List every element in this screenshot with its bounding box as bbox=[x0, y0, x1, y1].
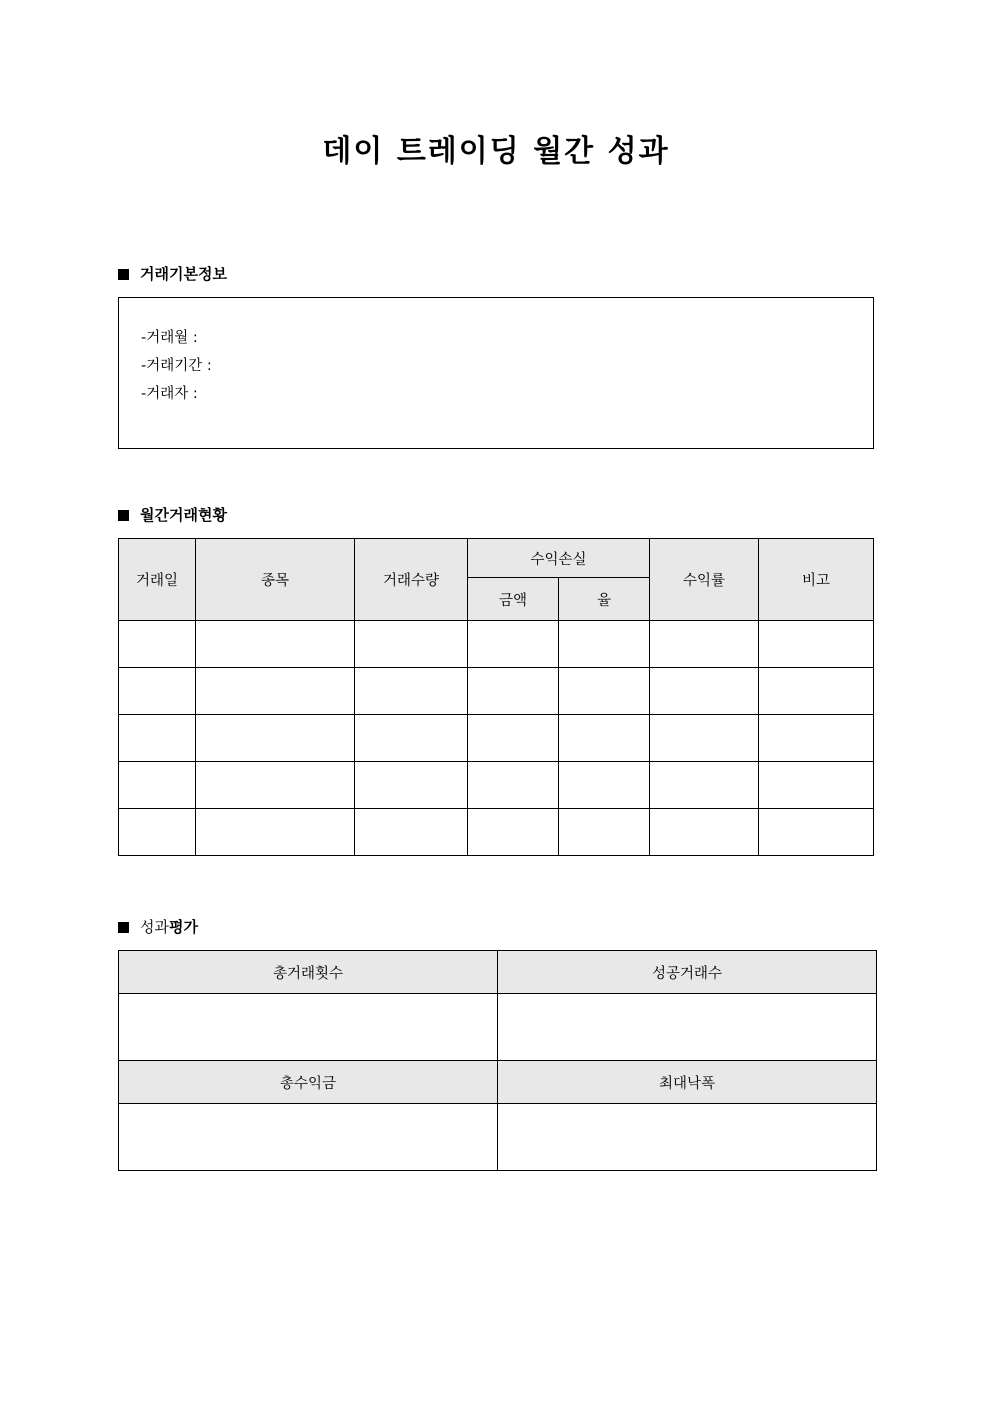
cell-date[interactable] bbox=[119, 621, 196, 668]
cell-note[interactable] bbox=[759, 809, 874, 856]
cell-rate[interactable] bbox=[559, 762, 650, 809]
cell-amount[interactable] bbox=[468, 809, 559, 856]
cell-note[interactable] bbox=[759, 668, 874, 715]
column-header-note: 비고 bbox=[759, 539, 874, 621]
basic-info-field-trade-month: -거래월 : bbox=[141, 330, 198, 346]
table-row[interactable] bbox=[119, 715, 874, 762]
square-bullet-icon bbox=[118, 269, 129, 280]
section-heading-basic-info bbox=[0, 265, 992, 283]
table-header-row-top bbox=[119, 539, 874, 578]
section-heading-label-bold: 평가 bbox=[168, 918, 198, 936]
section-heading-performance-review bbox=[0, 918, 992, 936]
cell-symbol[interactable] bbox=[196, 762, 355, 809]
section-heading-monthly-trades bbox=[0, 506, 992, 524]
table-row[interactable] bbox=[119, 762, 874, 809]
cell-rate[interactable] bbox=[559, 809, 650, 856]
section-heading-label: 월간거래현황 bbox=[140, 506, 227, 524]
table-header-row bbox=[119, 951, 877, 994]
cell-note[interactable] bbox=[759, 762, 874, 809]
basic-info-field-trade-period: -거래기간 : bbox=[141, 358, 212, 374]
table-header-row bbox=[119, 1061, 877, 1104]
square-bullet-icon bbox=[118, 922, 129, 933]
column-header-quantity: 거래수량 bbox=[355, 539, 468, 621]
column-header-profit-loss-group: 수익손실 bbox=[468, 539, 650, 578]
column-header-total-profit: 총수익금 bbox=[119, 1061, 498, 1104]
cell-amount[interactable] bbox=[468, 621, 559, 668]
cell-quantity[interactable] bbox=[355, 621, 468, 668]
cell-yield[interactable] bbox=[650, 762, 759, 809]
basic-info-field-trader: -거래자 : bbox=[141, 386, 198, 402]
column-header-date: 거래일 bbox=[119, 539, 196, 621]
basic-info-box bbox=[118, 297, 874, 449]
performance-review-table-body bbox=[119, 951, 877, 1171]
performance-review-table bbox=[118, 950, 877, 1171]
table-row[interactable] bbox=[119, 994, 877, 1061]
cell-amount[interactable] bbox=[468, 715, 559, 762]
table-row[interactable] bbox=[119, 621, 874, 668]
table-header-group bbox=[119, 539, 874, 621]
column-header-profit-loss-amount: 금액 bbox=[468, 578, 559, 621]
cell-yield[interactable] bbox=[650, 668, 759, 715]
cell-yield[interactable] bbox=[650, 621, 759, 668]
cell-quantity[interactable] bbox=[355, 762, 468, 809]
cell-note[interactable] bbox=[759, 621, 874, 668]
column-header-successful-trade-count: 성공거래수 bbox=[498, 951, 877, 994]
cell-date[interactable] bbox=[119, 809, 196, 856]
cell-amount[interactable] bbox=[468, 762, 559, 809]
monthly-trades-table bbox=[118, 538, 874, 856]
column-header-total-trade-count: 총거래횟수 bbox=[119, 951, 498, 994]
cell-total-trade-count[interactable] bbox=[119, 994, 498, 1061]
page-title: 데이 트레이딩 월간 성과 bbox=[322, 134, 670, 169]
column-header-yield: 수익률 bbox=[650, 539, 759, 621]
cell-total-profit[interactable] bbox=[119, 1104, 498, 1171]
section-heading-label: 거래기본정보 bbox=[140, 265, 227, 283]
column-header-max-drawdown: 최대낙폭 bbox=[498, 1061, 877, 1104]
section-heading-label-light: 성과 bbox=[140, 918, 169, 936]
cell-note[interactable] bbox=[759, 715, 874, 762]
cell-quantity[interactable] bbox=[355, 809, 468, 856]
table-row[interactable] bbox=[119, 668, 874, 715]
square-bullet-icon bbox=[118, 510, 129, 521]
monthly-trades-table-body bbox=[119, 621, 874, 856]
cell-date[interactable] bbox=[119, 715, 196, 762]
cell-quantity[interactable] bbox=[355, 668, 468, 715]
cell-date[interactable] bbox=[119, 762, 196, 809]
cell-rate[interactable] bbox=[559, 715, 650, 762]
cell-symbol[interactable] bbox=[196, 668, 355, 715]
cell-rate[interactable] bbox=[559, 621, 650, 668]
column-header-profit-loss-rate: 율 bbox=[559, 578, 650, 621]
cell-max-drawdown[interactable] bbox=[498, 1104, 877, 1171]
cell-successful-trade-count[interactable] bbox=[498, 994, 877, 1061]
cell-yield[interactable] bbox=[650, 809, 759, 856]
cell-symbol[interactable] bbox=[196, 621, 355, 668]
cell-symbol[interactable] bbox=[196, 809, 355, 856]
table-row[interactable] bbox=[119, 1104, 877, 1171]
column-header-symbol: 종목 bbox=[196, 539, 355, 621]
cell-date[interactable] bbox=[119, 668, 196, 715]
cell-yield[interactable] bbox=[650, 715, 759, 762]
table-row[interactable] bbox=[119, 809, 874, 856]
cell-rate[interactable] bbox=[559, 668, 650, 715]
cell-symbol[interactable] bbox=[196, 715, 355, 762]
cell-quantity[interactable] bbox=[355, 715, 468, 762]
cell-amount[interactable] bbox=[468, 668, 559, 715]
